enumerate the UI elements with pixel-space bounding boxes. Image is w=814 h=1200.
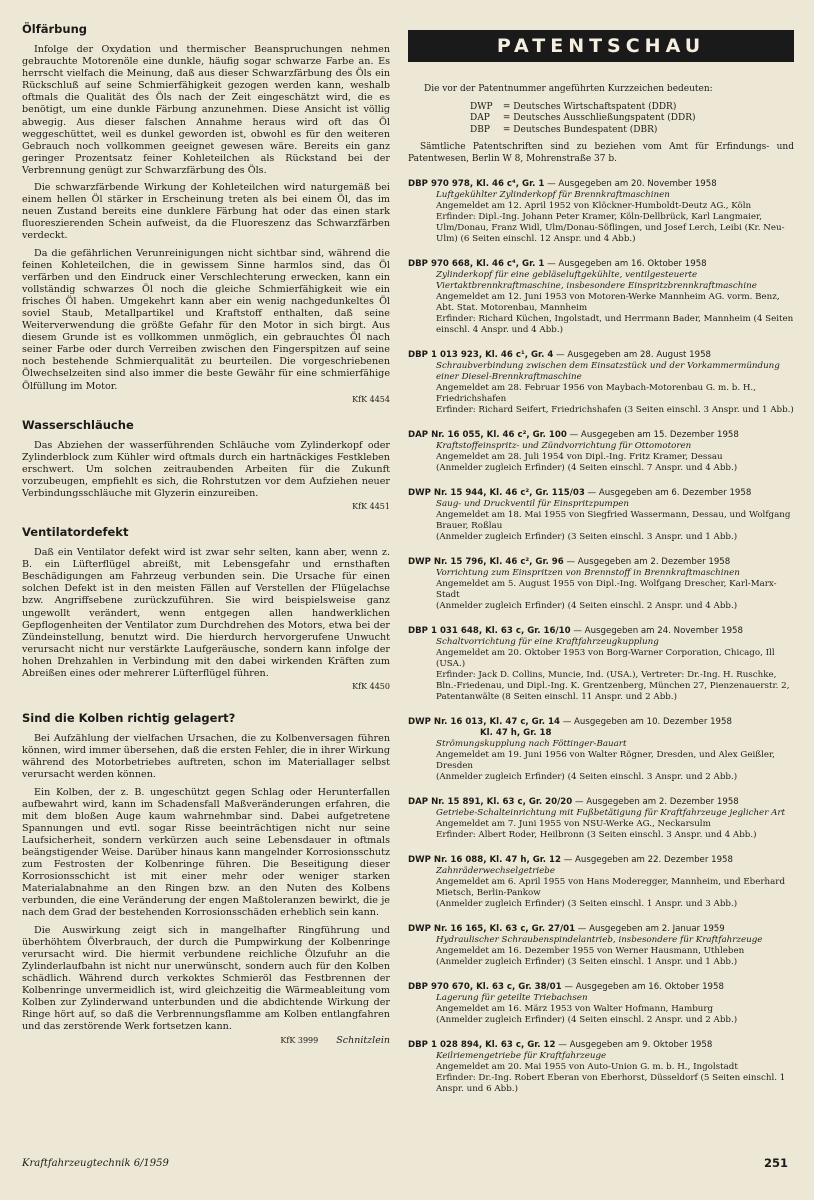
abbreviation-list <box>470 102 794 137</box>
patent-header <box>408 350 794 361</box>
article-paragraph: Da die gefährlichen Verunreinigungen nicht sichtbar sind, während die feinen Kohleteilchen, die in gewissem Sinne harmlos sind, das Öl verfärben und den Eindruck einer Verschlechterung erwecken, kann ein vollständig schwarzes Öl noch die gleiche Schmierfähigkeit wie ein frisches Öl haben. Umgekehrt kann aber ein wenig nachgedunkeltes Öl soviel Staub, Metallpartikel und Kraftstoff enthalten, daß seine Weiterverwendung die größte Gefahr für den Motor in sich birgt. Aus diesem Grunde ist es vollkommen unmöglich, ein gebrauchtes Öl nach seiner Farbe oder durch Verreiben zwischen den Fingerspitzen auf seine noch bestehende Schmierqualität zu beurteilen. Die vorgeschriebenen Ölwechselzeiten sind also immer die beste Gewähr für eine schmierfähige Ölfüllung im Motor. <box>22 247 390 392</box>
abbreviation-item: DBP = Deutsches Bundespatent (DBR) <box>470 124 658 135</box>
patent-note: Sämtliche Patentschriften sind zu beziehen vom Amt für Erfindungs- und Patentwesen, Berlin W 8, Mohrenstraße 37 b. <box>408 142 794 164</box>
patent-issued: — Ausgegeben am 28. August 1958 <box>556 350 712 360</box>
patent-header <box>408 982 794 993</box>
patent-entry <box>408 797 794 841</box>
article-author: Schnitzlein <box>336 1035 390 1047</box>
patent-number: DBP 970 668, Kl. 46 c⁴, Gr. 1 <box>408 259 545 269</box>
patent-issued: — Ausgegeben am 16. Oktober 1958 <box>547 259 707 269</box>
patent-issued: — Ausgegeben am 2. Januar 1959 <box>577 924 725 934</box>
patent-detail: Erfinder: Jack D. Collins, Muncie, Ind. (USA.), Vertreter: Dr.-Ing. H. Ruschke, Bln.-Friedenau, und Dipl.-Ing. K. Grentzenberg, München 27, Pienzenauerstr. 2, Patentanwälte (8 Seiten einschl. 11 Anspr. und 2 Abb.) <box>436 670 790 702</box>
page-number: 251 <box>764 1156 789 1170</box>
patent-title: Saug- und Druckventil für Einspritzpumpen <box>436 499 629 509</box>
patent-number: DWP Nr. 16 165, Kl. 63 c, Gr. 27/01 <box>408 924 576 934</box>
patentschau-banner: PATENTSCHAU <box>408 30 794 62</box>
patent-detail: Angemeldet am 20. Oktober 1953 von Borg-Warner Corporation, Chicago, Ill (USA.) <box>436 648 775 669</box>
patent-detail: Erfinder: Dr.-Ing. Robert Eberan von Eberhorst, Düsseldorf (5 Seiten einschl. 1 Anspr. und 6 Abb.) <box>436 1073 786 1094</box>
patent-number: DWP Nr. 16 088, Kl. 47 h, Gr. 12 <box>408 855 561 865</box>
patent-title: Schraubverbindung zwischen dem Einsatzstück und der Vorkammermündung einer Diesel-Brennkraftmaschine <box>436 361 780 382</box>
patent-detail: Angemeldet am 28. Februar 1956 von Maybach-Motorenbau G. m. b. H., Friedrichshafen <box>436 383 756 404</box>
article-paragraph: Die schwarzfärbende Wirkung der Kohleteilchen wird naturgemäß bei einem hellen Öl stärker in Erscheinung treten als bei einem Öl, das im neuen Zustand bereits eine dunklere Färbung hat oder das einen stark fluoreszierenden Schein aufweist, da die Fluoreszenz das Schwarzfärben verdeckt. <box>22 182 390 242</box>
patent-number: DBP 1 031 648, Kl. 63 c, Gr. 16/10 <box>408 626 571 636</box>
abbreviation-item: DWP = Deutsches Wirtschaftspatent (DDR) <box>470 101 677 112</box>
patent-title: Zahnräderwechselgetriebe <box>436 866 555 876</box>
patent-detail: Erfinder: Albert Roder, Heilbronn (3 Seiten einschl. 3 Anspr. und 4 Abb.) <box>436 830 757 840</box>
patent-header <box>408 179 794 190</box>
abbreviation-item: DAP = Deutsches Ausschließungspatent (DDR) <box>470 113 696 123</box>
patent-number: DAP Nr. 16 055, Kl. 46 c², Gr. 100 <box>408 430 567 440</box>
patent-entry <box>408 1040 794 1095</box>
patent-header <box>408 924 794 935</box>
patent-detail: Angemeldet am 18. Mai 1955 von Siegfried Wassermann, Dessau, und Wolfgang Brauer, Roßlau <box>436 510 791 531</box>
patent-entry <box>408 259 794 336</box>
patent-issued: — Ausgegeben am 2. Dezember 1958 <box>574 797 739 807</box>
article-heading: Ventilatordefekt <box>22 525 129 540</box>
patent-entry <box>408 179 794 245</box>
patent-title: Vorrichtung zum Einspritzen von Brennstoff in Brennkraftmaschinen <box>436 568 740 578</box>
article-wasserschlaeuche <box>22 418 390 511</box>
patent-detail: Angemeldet am 7. Juni 1955 von NSU-Werke AG., Neckarsulm <box>436 819 711 829</box>
article-oelfaerbung <box>22 22 390 404</box>
article-paragraph: Bei Aufzählung der vielfachen Ursachen, die zu Kolbenversagen führen können, wird immer übersehen, daß die ersten Fehler, die in ihrer Wirkung während des Motorbetriebes auftreten, schon im Materiallager selbst verursacht werden können. <box>22 733 390 781</box>
article-code: KfK 4450 <box>352 682 390 692</box>
patent-issued: — Ausgegeben am 9. Oktober 1958 <box>558 1040 713 1050</box>
patent-entry <box>408 488 794 543</box>
patent-detail: Angemeldet am 12. April 1952 von Klöckner-Humboldt-Deutz AG., Köln <box>436 201 752 211</box>
patent-issued: — Ausgegeben am 16. Oktober 1958 <box>564 982 724 992</box>
patent-detail: Erfinder: Richard Seifert, Friedrichshafen (3 Seiten einschl. 3 Anspr. und 1 Abb.) <box>436 405 794 415</box>
article-ventilatordefekt <box>22 525 390 691</box>
patent-entry <box>408 982 794 1026</box>
article-code: KfK 4454 <box>352 394 390 404</box>
article-kolben <box>22 711 390 1046</box>
article-heading: Wasserschläuche <box>22 417 134 432</box>
patent-number: DWP Nr. 15 944, Kl. 46 c², Gr. 115/03 <box>408 488 585 498</box>
patent-header <box>408 1040 794 1051</box>
patent-title: Schaltvorrichtung für eine Kraftfahrzeugkupplung <box>436 637 659 647</box>
patent-header <box>408 626 794 637</box>
patent-issued: — Ausgegeben am 15. Dezember 1958 <box>569 430 739 440</box>
patent-detail: Angemeldet am 28. Juli 1954 von Dipl.-Ing. Fritz Kramer, Dessau <box>436 452 723 462</box>
patent-detail: Erfinder: Dipl.-Ing. Johann Peter Kramer, Köln-Dellbrück, Karl Langmaier, Ulm/Donau, Franz Widl, Ulm/Donau-Söflingen, und Josef Lerch, Leibi (Kr. Neu-Ulm) (6 Seiten einschl. 12 Anspr. und 4 Abb.) <box>436 212 785 244</box>
patent-title: Lagerung für geteilte Triebachsen <box>436 993 588 1003</box>
patent-header <box>408 797 794 808</box>
article-paragraph: Daß ein Ventilator defekt wird ist zwar sehr selten, kann aber, wenn z. B. ein Lüfterflügel abreißt, mit Lebensgefahr und ernsthaften Beschädigungen am Fahrzeug verbunden sein. Die Ursache für einen solchen Defekt ist in den meisten Fällen auf Verstellen der Flügelachse bzw. Angriffsebene zurückzuführen. Sie wird beispielsweise ganz ungewollt verändert, wenn entgegen allen handwerklichen Gepflogenheiten der Ventilator zum Durchdrehen des Motors, etwa bei der Zündeinstellung, benutzt wird. Die hierdurch hervorgerufene Unwucht verursacht nicht nur verstärkte Laufgeräusche, sondern kann infolge der hohen Drehzahlen in Verbindung mit den dabei wirkenden Kräften zum Abreißen eines oder mehrerer Lüfterflügel führen. <box>22 547 390 680</box>
article-code: KfK 4451 <box>352 502 390 512</box>
patent-entry <box>408 430 794 474</box>
patent-entry <box>408 350 794 416</box>
patent-detail: Angemeldet am 16. Dezember 1955 von Werner Hausmann, Uthleben <box>436 946 745 956</box>
patent-detail: (Anmelder zugleich Erfinder) (4 Seiten einschl. 3 Anspr. und 2 Abb.) <box>436 772 738 782</box>
patent-title: Strömungskupplung nach Föttinger-Bauart <box>436 739 627 749</box>
patent-detail: Angemeldet am 12. Juni 1953 von Motoren-Werke Mannheim AG. vorm. Benz, Abt. Stat. Motorenbau, Mannheim <box>436 292 780 313</box>
patent-detail: (Anmelder zugleich Erfinder) (3 Seiten einschl. 3 Anspr. und 1 Abb.) <box>436 532 738 542</box>
article-paragraph: Die Auswirkung zeigt sich in mangelhafter Ringführung und überhöhtem Ölverbrauch, der durch die Pumpwirkung der Kolbenringe verursacht wird. Die hiermit verbundene reichliche Ölzufuhr an die Zylinderlaufbahn ist nicht nur unerwünscht, sondern auch für den Kolben schädlich. Während durch verkoktes Schmieröl das Festbrennen der Kolbenringe unvermeidlich ist, wird gleichzeitig die Wärmeableitung vom Kolben zur Zylinderwand unterbunden und die abdichtende Wirkung der Ringe hört auf, so daß die Verbrennungsflamme am Kolben entlangfahren und das zerstörende Werk fortsetzen kann. <box>22 924 390 1033</box>
patent-issued: — Ausgegeben am 22. Dezember 1958 <box>563 855 733 865</box>
patent-issued: — Ausgegeben am 20. November 1958 <box>547 179 717 189</box>
patent-detail: (Anmelder zugleich Erfinder) (4 Seiten einschl. 2 Anspr. und 2 Abb.) <box>436 1015 738 1025</box>
patent-entry <box>408 626 794 703</box>
patent-title: Luftgekühlter Zylinderkopf für Brennkraftmaschinen <box>436 190 670 200</box>
patent-title: Zylinderkopf für eine gebläseluftgekühlte, ventilgesteuerte Viertaktbrennkraftmaschine, insbesondere Einspritzbrennkraftmaschine <box>436 270 757 291</box>
journal-footer: Kraftfahrzeugtechnik 6/1959 <box>22 1158 169 1169</box>
patent-subhead: Kl. 47 h, Gr. 18 <box>480 728 552 738</box>
patent-issued: — Ausgegeben am 24. November 1958 <box>573 626 743 636</box>
patent-detail: (Anmelder zugleich Erfinder) (4 Seiten einschl. 2 Anspr. und 4 Abb.) <box>436 601 738 611</box>
article-code: KfK 3999 <box>280 1036 319 1046</box>
patent-title: Getriebe-Schalteinrichtung mit Fußbetätigung für Kraftfahrzeuge jeglicher Art <box>436 808 786 818</box>
patent-entry <box>408 557 794 612</box>
patent-header <box>408 488 794 499</box>
patent-header <box>408 717 794 728</box>
patent-entry <box>408 855 794 910</box>
patent-header <box>408 430 794 441</box>
article-signature <box>22 1035 390 1046</box>
right-column <box>408 30 794 1109</box>
patent-detail: Erfinder: Richard Küchen, Ingolstadt, und Herrmann Bader, Mannheim (4 Seiten einschl. 4 Anspr. und 4 Abb.) <box>436 314 794 335</box>
article-paragraph: Infolge der Oxydation und thermischer Beanspruchungen nehmen gebrauchte Motorenöle eine dunkle, häufig sogar schwarze Farbe an. Es herrscht vielfach die Meinung, daß aus dieser Schwarzfärbung des Öls ein Rückschluß auf seine Schmierfähigkeit gezogen werden kann, weshalb oftmals die Qualität des Öls nach der Zeit eingeschätzt wird, die es benötigt, um eine dunkle Färbung anzunehmen. Diese Ansicht ist völlig abwegig. Aus dieser falschen Annahme heraus wird oft das Öl weggeschüttet, weil es dunkel geworden ist, obwohl es für den weiteren Gebrauch noch vollkommen geeignet gewesen wäre. Bereits ein ganz geringer Prozentsatz feiner Kohleteilchen als Rückstand bei der Verbrennung genügt zur Schwarzfärbung des Öls. <box>22 44 390 176</box>
patent-header <box>408 855 794 866</box>
patent-issued: — Ausgegeben am 2. Dezember 1958 <box>566 557 731 567</box>
patent-number: DBP 1 013 923, Kl. 46 c¹, Gr. 4 <box>408 350 554 360</box>
patent-header <box>408 259 794 270</box>
patent-title: Kraftstoffeinspritz- und Zündvorrichtung für Ottomotoren <box>436 441 692 451</box>
patent-detail: Angemeldet am 16. März 1953 von Walter Hofmann, Hamburg <box>436 1004 714 1014</box>
patent-detail: (Anmelder zugleich Erfinder) (3 Seiten einschl. 1 Anspr. und 3 Abb.) <box>436 899 738 909</box>
article-paragraph: Ein Kolben, der z. B. ungeschützt gegen Schlag oder Herunterfallen aufbewahrt wird, kann im Schadensfall Maßveränderungen erfahren, die mit dem bloßen Auge kaum wahrnehmbar sind. Dabei aufgetretene Spannungen und evtl. sogar Risse beeinträchtigen nicht nur seine Laufsicherheit, sondern verkürzen auch seine Lebensdauer in oftmals beängstigender Weise. Darüber hinaus kann mangelnder Korrosionsschutz zum Festrosten der Kolbenringe führen. Die Beseitigung dieser Korrosionsschicht ist mit einer mehr oder weniger starken Materialabnahme an den Ringen bzw. an den Nuten des Kolbens verbunden, die eine Veränderung der engen Maßtoleranzen bewirkt, die je nach dem Grad der bestehenden Korrosionsschäden erheblich sein kann. <box>22 786 390 919</box>
patent-number: DBP 1 028 894, Kl. 63 c, Gr. 12 <box>408 1040 556 1050</box>
patent-number: DWP Nr. 16 013, Kl. 47 c, Gr. 14 <box>408 717 560 727</box>
article-heading: Sind die Kolben richtig gelagert? <box>22 711 236 726</box>
patent-issued: — Ausgegeben am 10. Dezember 1958 <box>562 717 732 727</box>
patent-intro: Die vor der Patentnummer angeführten Kurzzeichen bedeuten: <box>424 84 713 94</box>
left-column <box>22 22 390 1060</box>
patent-number: DBP 970 670, Kl. 63 c, Gr. 38/01 <box>408 982 562 992</box>
patent-title: Keilriemengetriebe für Kraftfahrzeuge <box>436 1051 607 1061</box>
patent-number: DBP 970 978, Kl. 46 c⁴, Gr. 1 <box>408 179 545 189</box>
patent-detail: Angemeldet am 5. August 1955 von Dipl.-Ing. Wolfgang Drescher, Karl-Marx-Stadt <box>436 579 777 600</box>
patent-detail: Angemeldet am 19. Juni 1956 von Walter Rögner, Dresden, und Alex Geißler, Dresden <box>436 750 775 771</box>
patent-entry <box>408 717 794 783</box>
patent-detail: (Anmelder zugleich Erfinder) (4 Seiten einschl. 7 Anspr. und 4 Abb.) <box>436 463 738 473</box>
patent-detail: Angemeldet am 20. Mai 1955 von Auto-Union G. m. b. H., Ingolstadt <box>436 1062 738 1072</box>
patent-title: Hydraulischer Schraubenspindelantrieb, insbesondere für Kraftfahrzeuge <box>436 935 763 945</box>
patent-entry <box>408 924 794 968</box>
article-heading: Ölfärbung <box>22 22 87 36</box>
patent-issued: — Ausgegeben am 6. Dezember 1958 <box>587 488 752 498</box>
patent-number: DAP Nr. 15 891, Kl. 63 c, Gr. 20/20 <box>408 797 573 807</box>
article-paragraph: Das Abziehen der wasserführenden Schläuche vom Zylinderkopf oder Zylinderblock zum Kühler wird oftmals durch ein hartnäckiges Festkleben erschwert. Um solchen zeitraubenden Arbeiten für die Zukunft vorzubeugen, empfiehlt es sich, die Rohrstutzen vor dem Aufziehen neuer Verbindungsschläuche mit Glyzerin einzureiben. <box>22 439 390 499</box>
patent-detail: (Anmelder zugleich Erfinder) (3 Seiten einschl. 1 Anspr. und 1 Abb.) <box>436 957 738 967</box>
patent-header <box>408 557 794 568</box>
patent-list <box>408 179 794 1095</box>
patent-detail: Angemeldet am 6. April 1955 von Hans Moderegger, Mannheim, und Eberhard Mietsch, Berlin-Pankow <box>436 877 786 898</box>
patent-number: DWP Nr. 15 796, Kl. 46 c², Gr. 96 <box>408 557 564 567</box>
